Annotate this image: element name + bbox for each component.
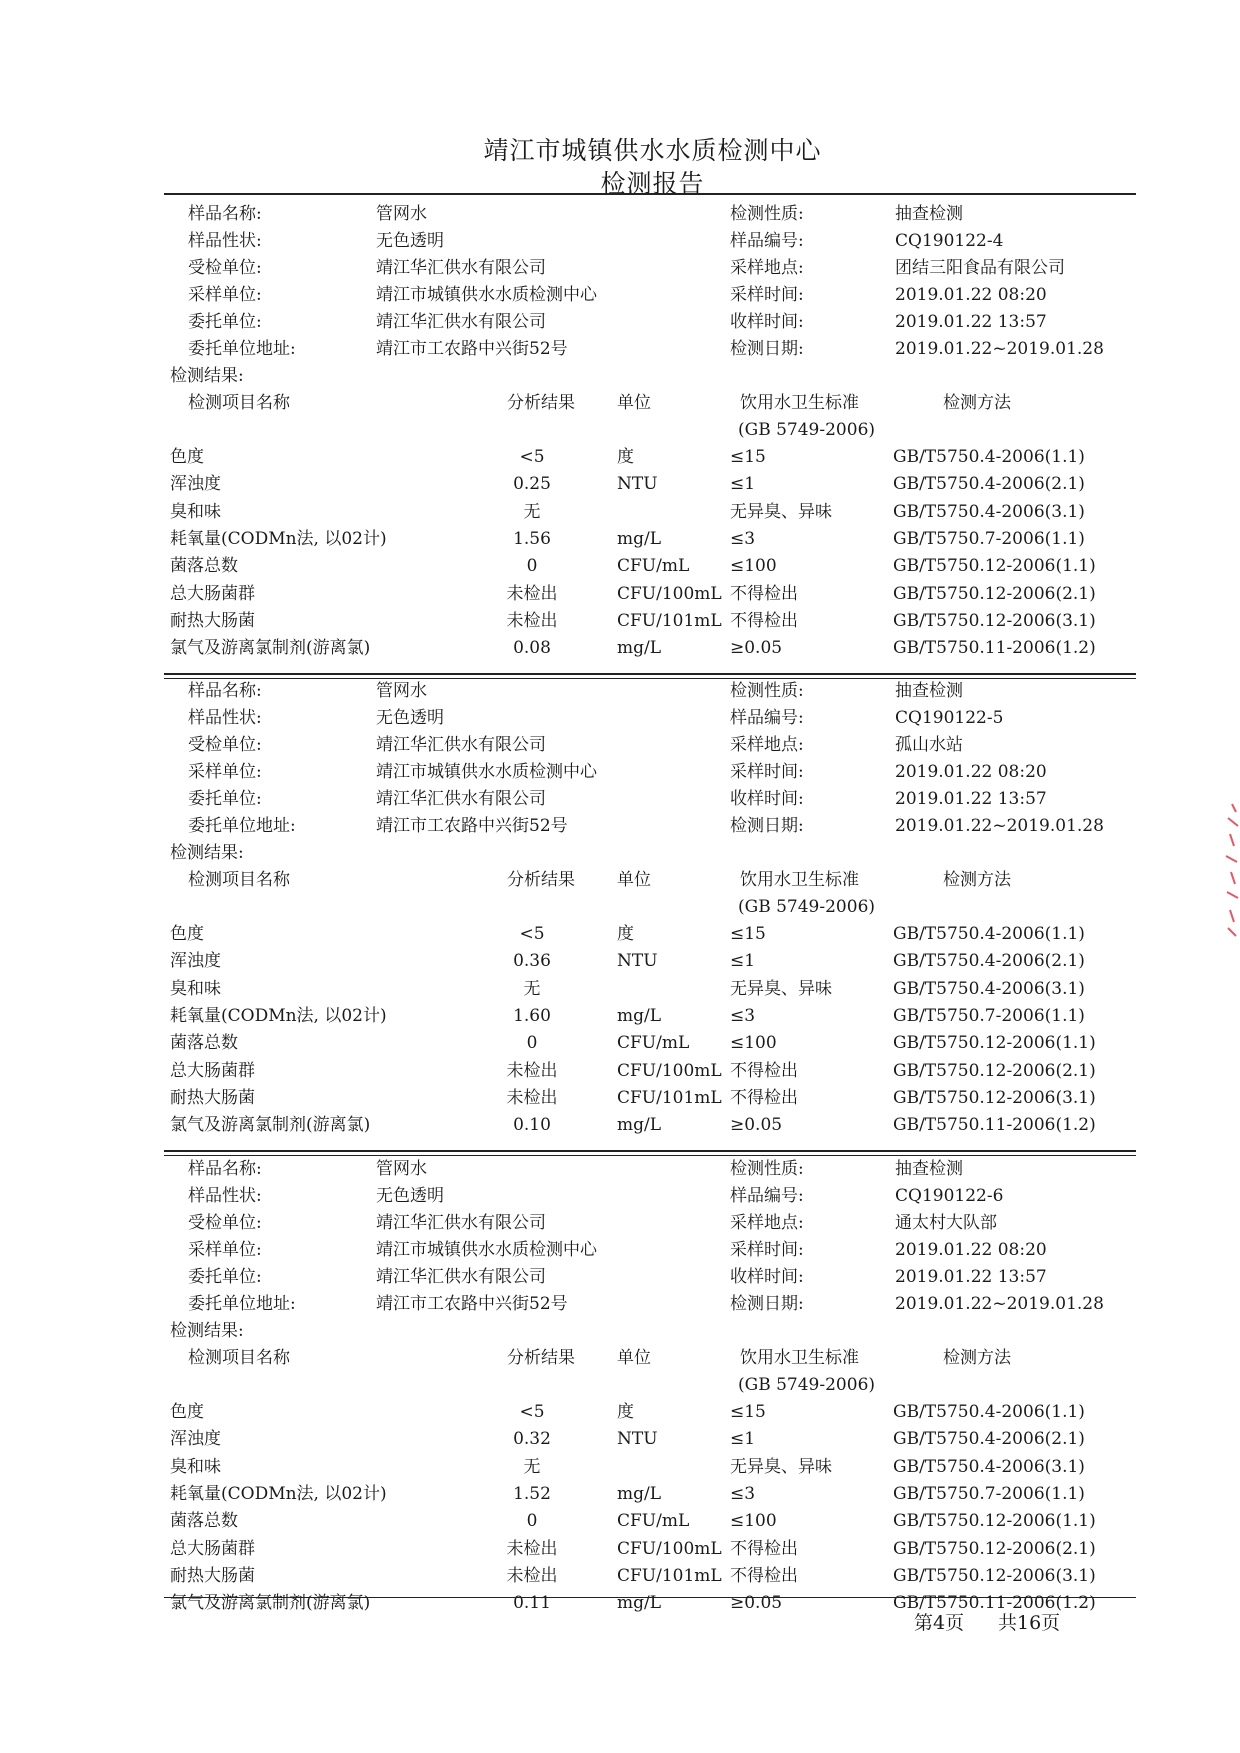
row-standard: ≥0.05 — [730, 638, 783, 659]
row-standard: ≥0.05 — [730, 1115, 783, 1136]
row-item-name: 总大肠菌群 — [170, 1538, 255, 1559]
results-heading: 检测结果: — [170, 366, 244, 386]
field-label-sample-no: 样品编号: — [730, 708, 804, 728]
column-header-unit: 单位 — [617, 870, 651, 890]
field-value-sample-state: 无色透明 — [376, 708, 444, 728]
row-method: GB/T5750.4-2006(2.1) — [893, 474, 1085, 495]
row-item-name: 氯气及游离氯制剂(游离氯) — [170, 1115, 371, 1136]
row-method: GB/T5750.12-2006(2.1) — [893, 1060, 1096, 1081]
row-item-name: 色度 — [170, 447, 204, 467]
sample-report-block — [0, 203, 1240, 659]
row-method: GB/T5750.7-2006(1.1) — [893, 1005, 1085, 1026]
field-label-sampling-unit: 采样单位: — [188, 285, 262, 305]
section-divider — [164, 1150, 1136, 1152]
column-header-method: 检测方法 — [943, 870, 1011, 890]
row-standard: 不得检出 — [730, 1087, 798, 1108]
page-number: 第4页 — [914, 1612, 965, 1634]
row-result: 1.60 — [513, 1005, 551, 1026]
field-label-sample-name: 样品名称: — [188, 1159, 262, 1179]
row-unit: CFU/mL — [617, 1033, 690, 1054]
row-item-name: 色度 — [170, 1402, 204, 1422]
row-unit: CFU/101mL — [617, 1087, 722, 1108]
row-result: 1.56 — [513, 528, 551, 549]
field-label-test-date: 检测日期: — [730, 339, 804, 359]
column-header-standard: 饮用水卫生标准 — [740, 1348, 859, 1368]
row-unit: NTU — [617, 474, 658, 495]
row-standard: ≤3 — [730, 528, 756, 549]
row-standard: 无异臭、异味 — [730, 1456, 832, 1477]
row-item-name: 菌落总数 — [170, 1033, 238, 1054]
field-value-sample-name: 管网水 — [376, 1159, 427, 1179]
row-method: GB/T5750.11-2006(1.2) — [893, 1593, 1096, 1614]
row-unit: CFU/100mL — [617, 1060, 722, 1081]
row-unit: mg/L — [617, 1115, 662, 1136]
column-header-result: 分析结果 — [507, 1348, 575, 1368]
column-header-standard-code: (GB 5749-2006) — [738, 1375, 876, 1395]
sample-report-block — [0, 680, 1240, 1136]
row-standard: 不得检出 — [730, 583, 798, 604]
field-value-sample-name: 管网水 — [376, 204, 427, 224]
row-method: GB/T5750.12-2006(3.1) — [893, 1087, 1096, 1108]
row-item-name: 臭和味 — [170, 978, 221, 999]
total-pages: 共16页 — [998, 1612, 1061, 1634]
report-organization: 靖江市城镇供水水质检测中心 — [483, 136, 822, 165]
section-divider — [164, 673, 1136, 675]
row-result: 未检出 — [506, 610, 558, 631]
section-divider-secondary — [164, 1155, 1136, 1156]
row-item-name: 耐热大肠菌 — [170, 1565, 255, 1586]
row-result: 0 — [526, 556, 538, 577]
row-item-name: 浑浊度 — [170, 951, 221, 972]
row-result: 未检出 — [506, 1538, 558, 1559]
field-value-sampling-time: 2019.01.22 08:20 — [895, 285, 1047, 305]
row-standard: ≤100 — [730, 556, 777, 577]
field-value-nature: 抽查检测 — [895, 1159, 963, 1179]
field-value-sample-no: CQ190122-4 — [895, 231, 1004, 251]
row-method: GB/T5750.4-2006(3.1) — [893, 501, 1085, 522]
row-unit: mg/L — [617, 1483, 662, 1504]
field-label-test-date: 检测日期: — [730, 816, 804, 836]
row-method: GB/T5750.12-2006(1.1) — [893, 1511, 1096, 1532]
field-label-client-unit: 委托单位: — [188, 312, 262, 332]
row-unit: 度 — [617, 924, 634, 944]
row-result: 未检出 — [506, 583, 558, 604]
field-value-sample-name: 管网水 — [376, 681, 427, 701]
row-method: GB/T5750.7-2006(1.1) — [893, 528, 1085, 549]
field-label-nature: 检测性质: — [730, 1159, 804, 1179]
row-standard: 不得检出 — [730, 1538, 798, 1559]
field-value-client-address: 靖江市工农路中兴街52号 — [376, 1294, 568, 1314]
row-item-name: 耗氧量(CODMn法, 以02计) — [170, 1005, 387, 1026]
field-value-client-unit: 靖江华汇供水有限公司 — [376, 312, 546, 332]
field-value-receiving-time: 2019.01.22 13:57 — [895, 312, 1047, 332]
row-standard: ≤3 — [730, 1005, 756, 1026]
row-item-name: 色度 — [170, 924, 204, 944]
row-result: 未检出 — [506, 1565, 558, 1586]
column-header-standard: 饮用水卫生标准 — [740, 393, 859, 413]
row-result: 无 — [523, 501, 541, 522]
section-divider-secondary — [164, 678, 1136, 679]
field-value-sample-no: CQ190122-5 — [895, 708, 1004, 728]
row-standard: ≤100 — [730, 1511, 777, 1532]
field-value-nature: 抽查检测 — [895, 204, 963, 224]
row-standard: 无异臭、异味 — [730, 501, 832, 522]
column-header-item: 检测项目名称 — [188, 393, 290, 413]
field-label-client-address: 委托单位地址: — [188, 1294, 296, 1314]
row-standard: ≤1 — [730, 1429, 756, 1450]
row-item-name: 菌落总数 — [170, 556, 238, 577]
row-method: GB/T5750.4-2006(2.1) — [893, 951, 1085, 972]
field-value-client-address: 靖江市工农路中兴街52号 — [376, 816, 568, 836]
field-label-sample-state: 样品性状: — [188, 708, 262, 728]
row-method: GB/T5750.12-2006(3.1) — [893, 1565, 1096, 1586]
field-value-inspected-unit: 靖江华汇供水有限公司 — [376, 1213, 546, 1233]
row-item-name: 耐热大肠菌 — [170, 1087, 255, 1108]
row-method: GB/T5750.12-2006(3.1) — [893, 610, 1096, 631]
field-value-sampling-unit: 靖江市城镇供水水质检测中心 — [376, 1240, 597, 1260]
row-method: GB/T5750.11-2006(1.2) — [893, 1115, 1096, 1136]
row-method: GB/T5750.11-2006(1.2) — [893, 638, 1096, 659]
row-method: GB/T5750.12-2006(2.1) — [893, 583, 1096, 604]
row-unit: CFU/mL — [617, 556, 690, 577]
row-unit: CFU/mL — [617, 1511, 690, 1532]
column-header-standard-code: (GB 5749-2006) — [738, 420, 876, 440]
row-result: 0.10 — [513, 1115, 551, 1136]
column-header-item: 检测项目名称 — [188, 870, 290, 890]
field-value-receiving-time: 2019.01.22 13:57 — [895, 789, 1047, 809]
row-result: 1.52 — [513, 1483, 551, 1504]
field-label-inspected-unit: 受检单位: — [188, 735, 262, 755]
results-heading: 检测结果: — [170, 1321, 244, 1341]
field-label-client-unit: 委托单位: — [188, 789, 262, 809]
row-result: <5 — [519, 924, 545, 944]
row-unit: 度 — [617, 447, 634, 467]
field-label-sampling-unit: 采样单位: — [188, 762, 262, 782]
row-standard: ≥0.05 — [730, 1593, 783, 1614]
field-value-inspected-unit: 靖江华汇供水有限公司 — [376, 258, 546, 278]
row-item-name: 菌落总数 — [170, 1511, 238, 1532]
field-label-sampling-time: 采样时间: — [730, 285, 804, 305]
row-unit: mg/L — [617, 1593, 662, 1614]
row-result: 0 — [526, 1033, 538, 1054]
column-header-item: 检测项目名称 — [188, 1348, 290, 1368]
row-item-name: 总大肠菌群 — [170, 583, 255, 604]
row-standard: ≤15 — [730, 924, 766, 944]
field-value-client-unit: 靖江华汇供水有限公司 — [376, 789, 546, 809]
row-method: GB/T5750.4-2006(1.1) — [893, 1402, 1085, 1422]
row-item-name: 耗氧量(CODMn法, 以02计) — [170, 1483, 387, 1504]
column-header-standard: 饮用水卫生标准 — [740, 870, 859, 890]
footer-divider — [164, 1597, 1136, 1598]
field-label-nature: 检测性质: — [730, 681, 804, 701]
row-item-name: 氯气及游离氯制剂(游离氯) — [170, 1593, 371, 1614]
field-label-inspected-unit: 受检单位: — [188, 1213, 262, 1233]
field-label-location: 采样地点: — [730, 258, 804, 278]
row-result: 0.08 — [513, 638, 551, 659]
row-unit: CFU/101mL — [617, 1565, 722, 1586]
row-standard: 不得检出 — [730, 1060, 798, 1081]
row-standard: ≤100 — [730, 1033, 777, 1054]
row-method: GB/T5750.12-2006(1.1) — [893, 556, 1096, 577]
row-result: 无 — [523, 1456, 541, 1477]
row-unit: 度 — [617, 1402, 634, 1422]
field-value-sampling-time: 2019.01.22 08:20 — [895, 762, 1047, 782]
field-value-sample-state: 无色透明 — [376, 1186, 444, 1206]
row-result: 0.25 — [513, 474, 551, 495]
field-value-sample-state: 无色透明 — [376, 231, 444, 251]
row-result: <5 — [519, 1402, 545, 1422]
field-label-receiving-time: 收样时间: — [730, 312, 804, 332]
row-item-name: 臭和味 — [170, 501, 221, 522]
header-divider — [164, 193, 1136, 195]
sample-report-block — [0, 1158, 1240, 1614]
row-item-name: 臭和味 — [170, 1456, 221, 1477]
field-value-nature: 抽查检测 — [895, 681, 963, 701]
row-unit: NTU — [617, 951, 658, 972]
field-value-location: 孤山水站 — [895, 735, 963, 755]
row-method: GB/T5750.4-2006(1.1) — [893, 924, 1085, 944]
row-standard: 不得检出 — [730, 610, 798, 631]
row-unit: NTU — [617, 1429, 658, 1450]
results-heading: 检测结果: — [170, 843, 244, 863]
field-value-location: 团结三阳食品有限公司 — [895, 258, 1065, 278]
field-value-receiving-time: 2019.01.22 13:57 — [895, 1267, 1047, 1287]
row-unit: CFU/101mL — [617, 610, 722, 631]
row-item-name: 浑浊度 — [170, 474, 221, 495]
field-label-sample-state: 样品性状: — [188, 1186, 262, 1206]
field-label-client-address: 委托单位地址: — [188, 339, 296, 359]
field-label-receiving-time: 收样时间: — [730, 789, 804, 809]
red-stamp-fragment — [1222, 800, 1240, 940]
row-unit: CFU/100mL — [617, 1538, 722, 1559]
row-standard: ≤15 — [730, 1402, 766, 1422]
field-value-sampling-time: 2019.01.22 08:20 — [895, 1240, 1047, 1260]
row-result: <5 — [519, 447, 545, 467]
row-method: GB/T5750.12-2006(1.1) — [893, 1033, 1096, 1054]
row-item-name: 浑浊度 — [170, 1429, 221, 1450]
field-label-receiving-time: 收样时间: — [730, 1267, 804, 1287]
field-label-location: 采样地点: — [730, 1213, 804, 1233]
column-header-unit: 单位 — [617, 1348, 651, 1368]
row-method: GB/T5750.4-2006(2.1) — [893, 1429, 1085, 1450]
row-result: 0.32 — [513, 1429, 551, 1450]
field-label-sample-no: 样品编号: — [730, 1186, 804, 1206]
row-method: GB/T5750.7-2006(1.1) — [893, 1483, 1085, 1504]
field-value-test-date: 2019.01.22~2019.01.28 — [895, 816, 1104, 836]
row-item-name: 氯气及游离氯制剂(游离氯) — [170, 638, 371, 659]
field-label-test-date: 检测日期: — [730, 1294, 804, 1314]
column-header-method: 检测方法 — [943, 1348, 1011, 1368]
row-result: 未检出 — [506, 1087, 558, 1108]
row-standard: ≤3 — [730, 1483, 756, 1504]
row-unit: mg/L — [617, 638, 662, 659]
row-standard: ≤1 — [730, 474, 756, 495]
row-unit: mg/L — [617, 1005, 662, 1026]
report-title: 检测报告 — [600, 169, 705, 198]
field-value-sampling-unit: 靖江市城镇供水水质检测中心 — [376, 285, 597, 305]
row-standard: ≤1 — [730, 951, 756, 972]
column-header-unit: 单位 — [617, 393, 651, 413]
row-item-name: 总大肠菌群 — [170, 1060, 255, 1081]
column-header-result: 分析结果 — [507, 393, 575, 413]
row-standard: 不得检出 — [730, 1565, 798, 1586]
field-label-sampling-unit: 采样单位: — [188, 1240, 262, 1260]
row-item-name: 耐热大肠菌 — [170, 610, 255, 631]
row-method: GB/T5750.4-2006(3.1) — [893, 1456, 1085, 1477]
field-label-sample-no: 样品编号: — [730, 231, 804, 251]
field-value-client-address: 靖江市工农路中兴街52号 — [376, 339, 568, 359]
row-standard: 无异臭、异味 — [730, 978, 832, 999]
row-standard: ≤15 — [730, 447, 766, 467]
column-header-result: 分析结果 — [507, 870, 575, 890]
field-label-sampling-time: 采样时间: — [730, 1240, 804, 1260]
field-label-sample-state: 样品性状: — [188, 231, 262, 251]
field-label-nature: 检测性质: — [730, 204, 804, 224]
field-value-client-unit: 靖江华汇供水有限公司 — [376, 1267, 546, 1287]
row-unit: CFU/100mL — [617, 583, 722, 604]
field-value-sample-no: CQ190122-6 — [895, 1186, 1004, 1206]
field-label-client-address: 委托单位地址: — [188, 816, 296, 836]
row-method: GB/T5750.4-2006(1.1) — [893, 447, 1085, 467]
field-value-test-date: 2019.01.22~2019.01.28 — [895, 339, 1104, 359]
field-value-test-date: 2019.01.22~2019.01.28 — [895, 1294, 1104, 1314]
row-unit: mg/L — [617, 528, 662, 549]
field-label-sampling-time: 采样时间: — [730, 762, 804, 782]
field-value-sampling-unit: 靖江市城镇供水水质检测中心 — [376, 762, 597, 782]
field-value-location: 通太村大队部 — [895, 1213, 997, 1233]
column-header-method: 检测方法 — [943, 393, 1011, 413]
row-result: 未检出 — [506, 1060, 558, 1081]
row-method: GB/T5750.12-2006(2.1) — [893, 1538, 1096, 1559]
row-result: 0.36 — [513, 951, 551, 972]
field-label-inspected-unit: 受检单位: — [188, 258, 262, 278]
field-label-location: 采样地点: — [730, 735, 804, 755]
row-result: 0.11 — [513, 1593, 551, 1614]
field-label-sample-name: 样品名称: — [188, 681, 262, 701]
row-result: 0 — [526, 1511, 538, 1532]
field-label-sample-name: 样品名称: — [188, 204, 262, 224]
row-method: GB/T5750.4-2006(3.1) — [893, 978, 1085, 999]
field-label-client-unit: 委托单位: — [188, 1267, 262, 1287]
row-item-name: 耗氧量(CODMn法, 以02计) — [170, 528, 387, 549]
column-header-standard-code: (GB 5749-2006) — [738, 897, 876, 917]
row-result: 无 — [523, 978, 541, 999]
field-value-inspected-unit: 靖江华汇供水有限公司 — [376, 735, 546, 755]
